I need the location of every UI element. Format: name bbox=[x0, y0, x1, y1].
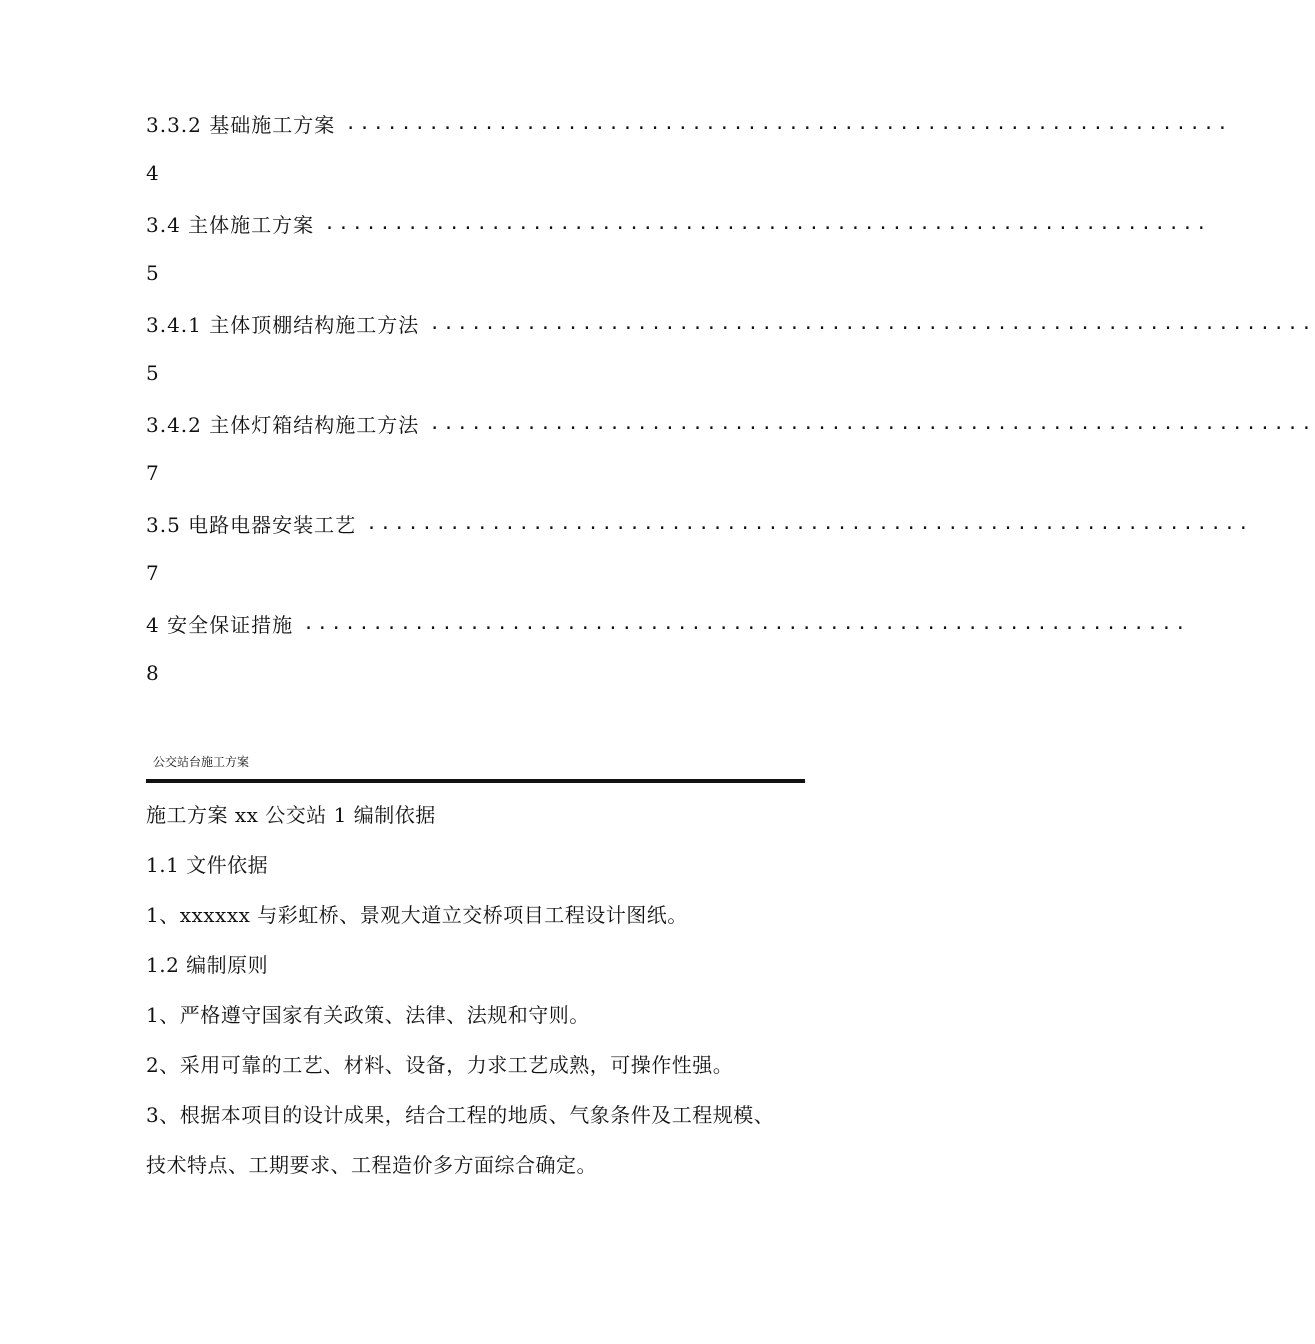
toc-title: 3.5 电路电器安装工艺 bbox=[146, 512, 357, 537]
toc-leader-dots: ................................................................ bbox=[345, 112, 1231, 134]
header-divider bbox=[146, 779, 805, 783]
toc-entry[interactable] bbox=[146, 106, 1231, 206]
toc-leader-dots: ................................................................ bbox=[429, 312, 1315, 334]
toc-line bbox=[146, 406, 1315, 440]
toc-entry[interactable] bbox=[146, 506, 1252, 606]
toc-title: 3.3.2 基础施工方案 bbox=[146, 112, 336, 137]
toc-page-number: 4 bbox=[146, 161, 159, 185]
toc-title: 3.4.2 主体灯箱结构施工方法 bbox=[146, 412, 420, 437]
toc-line bbox=[146, 306, 1315, 340]
body-paragraph: 2、采用可靠的工艺、材料、设备，力求工艺成熟，可操作性强。 bbox=[146, 1053, 734, 1077]
section-heading: 施工方案 xx 公交站 1 编制依据 bbox=[146, 803, 436, 827]
toc-line bbox=[146, 506, 1252, 540]
toc-entry[interactable] bbox=[146, 606, 1189, 706]
toc-line bbox=[146, 106, 1231, 140]
body-paragraph: 技术特点、工期要求、工程造价多方面综合确定。 bbox=[146, 1153, 597, 1177]
body-paragraph: 1、严格遵守国家有关政策、法律、法规和守则。 bbox=[146, 1003, 590, 1027]
toc-entry[interactable] bbox=[146, 406, 1315, 506]
toc-leader-dots: ................................................................ bbox=[303, 612, 1189, 634]
toc-title: 3.4.1 主体顶棚结构施工方法 bbox=[146, 312, 420, 337]
toc-page-number: 7 bbox=[146, 461, 159, 485]
document-body bbox=[146, 798, 816, 1198]
toc-entry[interactable] bbox=[146, 206, 1210, 306]
running-header: 公交站台施工方案 bbox=[153, 755, 250, 769]
subsection-heading: 1.2 编制原则 bbox=[146, 953, 269, 977]
toc-page-number: 5 bbox=[146, 361, 159, 385]
toc-page-number: 5 bbox=[146, 261, 159, 285]
toc-leader-dots: ................................................................ bbox=[366, 512, 1252, 534]
subsection-heading: 1.1 文件依据 bbox=[146, 853, 269, 877]
toc-line bbox=[146, 606, 1189, 640]
table-of-contents bbox=[146, 106, 1315, 706]
toc-page-number: 7 bbox=[146, 561, 159, 585]
toc-leader-dots: ................................................................ bbox=[324, 212, 1210, 234]
toc-page-number: 8 bbox=[146, 661, 159, 685]
toc-line bbox=[146, 206, 1210, 240]
toc-entry[interactable] bbox=[146, 306, 1315, 406]
toc-leader-dots: ................................................................ bbox=[429, 412, 1315, 434]
body-paragraph: 3、根据本项目的设计成果，结合工程的地质、气象条件及工程规模、 bbox=[146, 1103, 775, 1127]
toc-title: 4 安全保证措施 bbox=[146, 612, 294, 637]
toc-title: 3.4 主体施工方案 bbox=[146, 212, 315, 237]
body-paragraph: 1、xxxxxx 与彩虹桥、景观大道立交桥项目工程设计图纸。 bbox=[146, 903, 688, 927]
